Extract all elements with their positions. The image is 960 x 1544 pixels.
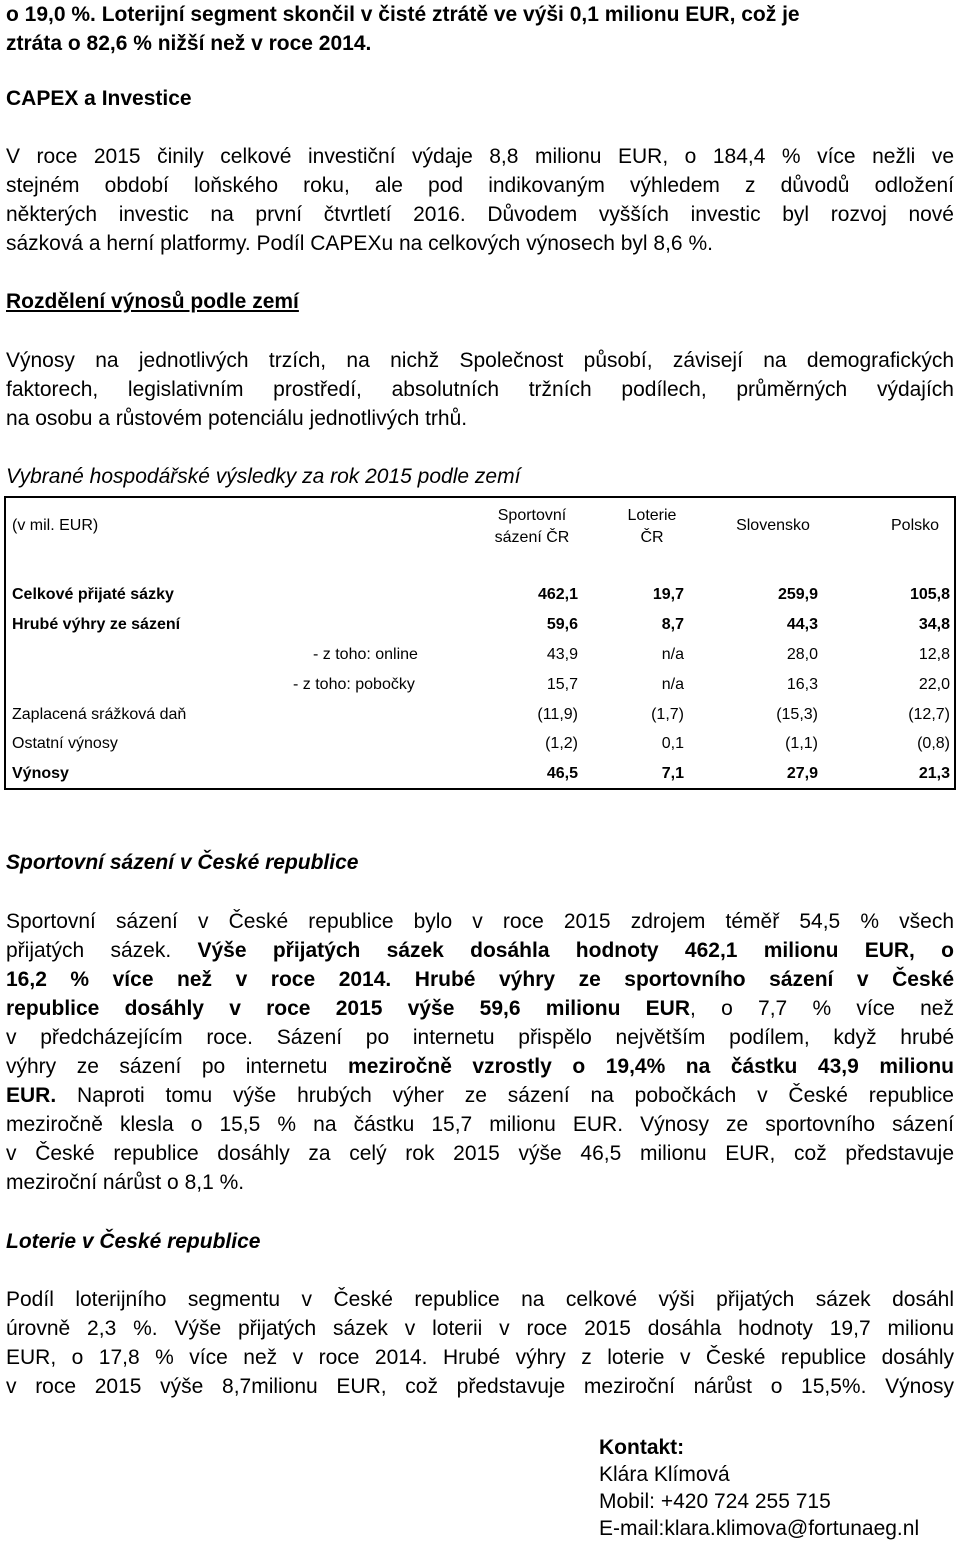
row-label: Celkové přijaté sázky xyxy=(12,586,174,603)
sportovni-line-4b: , o 7,7 % více než xyxy=(690,997,954,1020)
row-value: 16,3 xyxy=(786,676,818,693)
row-value: 8,7 xyxy=(661,616,684,633)
header-polsko: Polsko xyxy=(891,517,940,534)
header-slovensko: Slovensko xyxy=(736,517,810,534)
sportovni-line-6b: meziročně vzrostly o 19,4% na částku 43,9 milionu xyxy=(348,1055,954,1078)
row-value: (0,8) xyxy=(917,735,950,752)
sportovni-line-10: meziroční nárůst o 8,1 %. xyxy=(6,1171,245,1194)
header-loterie-l2: ČR xyxy=(640,529,664,546)
header-sport-l1: Sportovní xyxy=(497,507,567,524)
row-value: 43,9 xyxy=(546,646,578,663)
sportovni-line-1: Sportovní sázení v České republice bylo v roce 2015 zdrojem téměř 54,5 % všech xyxy=(6,910,954,933)
rozdeleni-line-2: faktorech, legislativním prostředí, absolutních tržních podílech, průměrných výdajích xyxy=(6,378,954,401)
sportovni-line-6 xyxy=(6,1052,954,1081)
contact-email[interactable]: E-mail:klara.klimova@fortunaeg.nl xyxy=(599,1517,920,1540)
row-value: 462,1 xyxy=(537,586,578,603)
row-value: 34,8 xyxy=(918,616,950,633)
row-value: 12,8 xyxy=(918,646,950,663)
sportovni-line-8: meziročně klesla o 15,5 % na částku 15,7 milionu EUR. Výnosy ze sportovního sázení xyxy=(6,1113,954,1136)
rozdeleni-line-3: na osobu a růstovém potenciálu jednotlivých trhů. xyxy=(6,407,468,430)
row-value: 44,3 xyxy=(786,616,818,633)
sportovni-line-6a: výhry ze sázení po internetu xyxy=(6,1055,349,1078)
row-value: 22,0 xyxy=(918,676,950,693)
row-value: 21,3 xyxy=(918,765,950,782)
row-label: Ostatní výnosy xyxy=(12,735,118,752)
table-caption: Vybrané hospodářské výsledky za rok 2015 podle zemí xyxy=(6,465,521,488)
sportovni-line-7b: Naproti tomu výše hrubých výher ze sázení na pobočkách v České republice xyxy=(56,1084,954,1107)
loterie-heading: Loterie v České republice xyxy=(6,1230,261,1253)
row-value: (1,7) xyxy=(651,706,684,723)
sportovni-line-2 xyxy=(6,936,954,965)
row-value: 105,8 xyxy=(909,586,950,603)
row-label: Hrubé výhry ze sázení xyxy=(12,616,181,633)
table-unit: (v mil. EUR) xyxy=(12,517,99,534)
header-sport-l2: sázení ČR xyxy=(494,529,570,546)
sportovni-line-7 xyxy=(6,1081,954,1110)
loterie-line-2: úrovně 2,3 %. Výše přijatých sázek v loterii v roce 2015 dosáhla hodnoty 19,7 milionu xyxy=(6,1317,954,1340)
row-label: Výnosy xyxy=(12,765,69,782)
sportovni-line-2b: Výše přijatých sázek dosáhla hodnoty 462,1 milionu EUR, o xyxy=(197,939,954,962)
row-value: n/a xyxy=(661,676,684,693)
row-label: - z toho: pobočky xyxy=(293,676,415,693)
contact-name: Klára Klímová xyxy=(599,1463,730,1486)
sportovni-line-3 xyxy=(6,965,954,994)
row-value: 28,0 xyxy=(786,646,818,663)
row-value: 59,6 xyxy=(546,616,578,633)
sportovni-line-3b: Hrubé výhry ze sportovního sázení v České xyxy=(414,968,955,991)
rozdeleni-line-1: Výnosy na jednotlivých trzích, na nichž Společnost působí, závisejí na demografických xyxy=(6,349,954,372)
row-value: (12,7) xyxy=(908,706,950,723)
row-value: (1,1) xyxy=(785,735,818,752)
capex-heading: CAPEX a Investice xyxy=(6,87,192,110)
sportovni-line-2a: přijatých sázek. xyxy=(6,939,198,962)
sportovni-line-4 xyxy=(6,994,954,1023)
sportovni-line-7a: EUR. xyxy=(6,1084,57,1107)
row-value: 259,9 xyxy=(777,586,818,603)
intro-line-1: o 19,0 %. Loterijní segment skončil v čisté ztrátě ve výši 0,1 milionu EUR, což je xyxy=(6,3,800,26)
sportovni-line-3a: 16,2 % více než v roce 2014. xyxy=(6,968,415,991)
contact-phone: Mobil: +420 724 255 715 xyxy=(599,1490,831,1513)
rozdeleni-heading: Rozdělení výnosů podle zemí xyxy=(6,290,299,313)
row-label: Zaplacená srážková daň xyxy=(12,706,187,723)
row-value: 15,7 xyxy=(546,676,578,693)
row-value: (1,2) xyxy=(545,735,578,752)
row-value: (15,3) xyxy=(776,706,818,723)
sportovni-heading: Sportovní sázení v České republice xyxy=(6,851,359,874)
row-value: n/a xyxy=(661,646,684,663)
loterie-line-4: v roce 2015 výše 8,7milionu EUR, což představuje meziroční nárůst o 15,5%. Výnosy xyxy=(6,1375,954,1398)
contact-heading: Kontakt: xyxy=(599,1436,685,1459)
sportovni-line-9: v České republice dosáhly za celý rok 2015 výše 46,5 milionu EUR, což představuje xyxy=(6,1142,954,1165)
loterie-line-1: Podíl loterijního segmentu v České republice na celkové výši přijatých sázek dosáhl xyxy=(6,1288,954,1311)
row-label: - z toho: online xyxy=(313,646,418,663)
header-loterie-l1: Loterie xyxy=(627,507,677,524)
row-value: 46,5 xyxy=(546,765,578,782)
capex-line-1: V roce 2015 činily celkové investiční výdaje 8,8 milionu EUR, o 184,4 % více nežli ve xyxy=(6,145,954,168)
loterie-line-3: EUR, o 17,8 % více než v roce 2014. Hrubé výhry z loterie v České republice dosáhly xyxy=(6,1346,954,1369)
row-value: 7,1 xyxy=(661,765,684,782)
row-value: 19,7 xyxy=(652,586,684,603)
capex-line-3: některých investic na první čtvrtletí 2016. Důvodem vyšších investic byl rozvoj nové xyxy=(6,203,954,226)
sportovni-line-5: v předcházejícím roce. Sázení po internetu přispělo největším podílem, když hrubé xyxy=(6,1026,954,1049)
row-value: (11,9) xyxy=(537,706,578,723)
row-value: 0,1 xyxy=(661,735,684,752)
row-value: 27,9 xyxy=(786,765,818,782)
sportovni-line-4a: republice dosáhly v roce 2015 výše 59,6 milionu EUR xyxy=(6,997,691,1020)
capex-line-4: sázková a herní platformy. Podíl CAPEXu na celkových výnosech byl 8,6 %. xyxy=(6,232,713,255)
capex-line-2: stejném období loňského roku, ale pod indikovaným výhledem z důvodů odložení xyxy=(6,174,954,197)
intro-line-2: ztráta o 82,6 % nižší než v roce 2014. xyxy=(6,32,372,55)
